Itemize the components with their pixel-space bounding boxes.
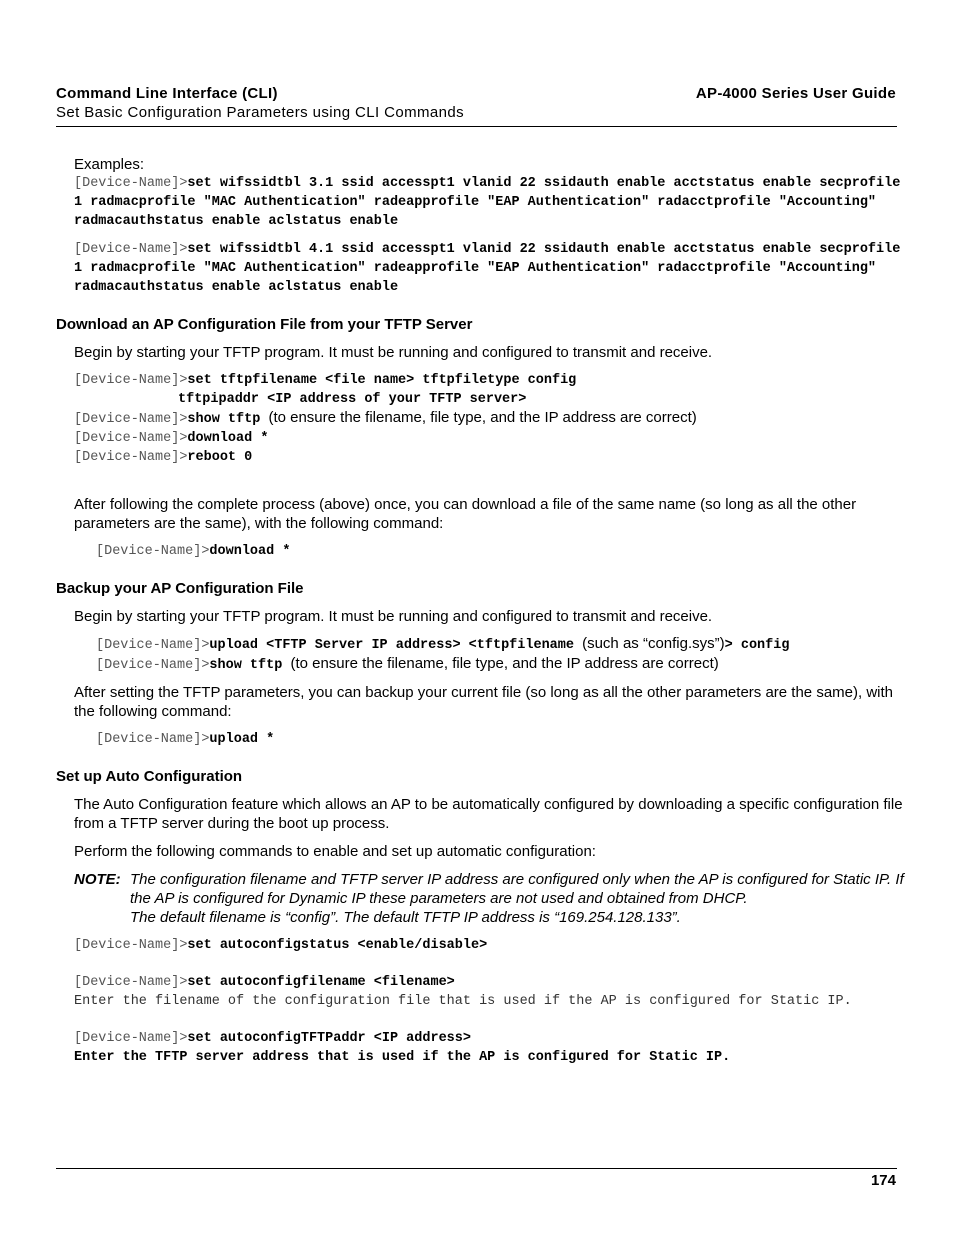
footer-divider <box>56 1168 897 1169</box>
auto-cmd-2 <box>74 973 906 992</box>
prompt: [Device-Name]> <box>96 638 210 653</box>
backup-heading: Backup your AP Configuration File <box>56 580 304 597</box>
auto-cmd-1-text: set autoconfigstatus <enable/disable> <box>187 938 488 953</box>
backup-after: After setting the TFTP parameters, you can backup your current file (so long as all the other parameters are the same), with the following command: <box>74 684 894 720</box>
prompt: [Device-Name]> <box>74 431 188 446</box>
auto-p2: Perform the following commands to enable and set up automatic configuration: <box>74 843 596 860</box>
download-cmd-2-note: (to ensure the filename, file type, and the IP address are correct) <box>268 409 697 426</box>
page-body <box>56 155 909 1067</box>
download-after: After following the complete process (above) once, you can download a file of the same name (so long as all the other parameters are the same), with the following command: <box>74 496 857 532</box>
backup-cmd-1a: upload <TFTP Server IP address> <tftpfilename <box>209 638 574 653</box>
page-number: 174 <box>870 1172 896 1189</box>
download-heading: Download an AP Configuration File from your TFTP Server <box>56 316 473 333</box>
header-divider <box>56 126 897 127</box>
backup-cmd-1b: > config <box>724 638 790 653</box>
download-cmd-2-text: show tftp <box>187 412 261 427</box>
download-cmd-1-cont <box>178 390 906 409</box>
backup-cmd-2 <box>96 655 906 675</box>
auto-cmd-3 <box>74 1029 906 1048</box>
download-cmd-5-text: download * <box>209 544 291 559</box>
prompt: [Device-Name]> <box>74 242 188 257</box>
auto-note <box>74 870 906 927</box>
backup-intro: Begin by starting your TFTP program. It must be running and configured to transmit and receive. <box>74 608 713 625</box>
auto-cmd-2-desc: Enter the filename of the configuration file that is used if the AP is configured for Static IP. <box>74 994 852 1009</box>
download-cmd-4-text: reboot 0 <box>187 450 253 465</box>
prompt: [Device-Name]> <box>74 975 188 990</box>
auto-cmd-3-text: set autoconfigTFTPaddr <IP address> <box>187 1031 471 1046</box>
download-cmd-1a: set tftpfilename <file name> tftpfiletype config <box>187 373 577 388</box>
download-cmd-3 <box>74 429 906 448</box>
note-text-2: The default filename is “config”. The default TFTP IP address is “169.254.128.133”. <box>130 909 681 926</box>
prompt: [Device-Name]> <box>96 658 210 673</box>
backup-cmd-1-note: (such as “config.sys”) <box>582 635 725 652</box>
note-label: NOTE: <box>74 871 121 888</box>
example-1-command: set wifssidtbl 3.1 ssid accesspt1 vlanid 22 ssidauth enable acctstatus enable secprofile 1 radmacprofile "MAC Authentication" radeapprofile "EAP Authentication" radacctprofile "Accounting" radmacauthstatus enable aclstatus enable <box>74 176 909 229</box>
download-intro: Begin by starting your TFTP program. It must be running and configured to transmit and receive. <box>74 344 713 361</box>
download-cmd-2 <box>74 409 906 429</box>
prompt: [Device-Name]> <box>74 1031 188 1046</box>
guide-title: AP-4000 Series User Guide <box>695 85 896 102</box>
auto-p1: The Auto Configuration feature which allows an AP to be automatically configured by downloading a specific configuration file from a TFTP server during the boot up process. <box>74 796 903 832</box>
prompt: [Device-Name]> <box>74 938 188 953</box>
example-2 <box>74 240 909 297</box>
backup-cmd-2-note: (to ensure the filename, file type, and the IP address are correct) <box>290 655 719 672</box>
note-text-1: The configuration filename and TFTP server IP address are configured only when the AP is configured for Static IP. If the AP is configured for Dynamic IP these parameters are not used and obtained from DHCP. <box>130 871 904 907</box>
backup-cmd-3 <box>96 730 906 749</box>
download-cmd-4 <box>74 448 906 467</box>
prompt: [Device-Name]> <box>74 373 188 388</box>
prompt: [Device-Name]> <box>96 732 210 747</box>
download-cmd-1b: tftpipaddr <IP address of your TFTP server> <box>178 392 527 407</box>
backup-cmd-2-text: show tftp <box>209 658 283 673</box>
example-1 <box>74 174 909 231</box>
example-2-command: set wifssidtbl 4.1 ssid accesspt1 vlanid 22 ssidauth enable acctstatus enable secprofile 1 radmacprofile "MAC Authentication" radeapprofile "EAP Authentication" radacctprofile "Accounting" radmacauthstatus enable aclstatus enable <box>74 242 909 295</box>
prompt: [Device-Name]> <box>74 450 188 465</box>
download-cmd-5 <box>96 542 906 561</box>
auto-heading: Set up Auto Configuration <box>56 768 243 785</box>
prompt: [Device-Name]> <box>74 176 188 191</box>
examples-label: Examples: <box>74 156 145 173</box>
section-title: Set Basic Configuration Parameters using CLI Commands <box>56 104 465 121</box>
download-cmd-1 <box>74 371 906 390</box>
prompt: [Device-Name]> <box>74 412 188 427</box>
auto-cmd-3-desc: Enter the TFTP server address that is used if the AP is configured for Static IP. <box>74 1050 731 1065</box>
backup-cmd-3-text: upload * <box>209 732 275 747</box>
chapter-title: Command Line Interface (CLI) <box>56 85 278 102</box>
auto-cmd-1 <box>74 936 906 955</box>
auto-cmd-2-text: set autoconfigfilename <filename> <box>187 975 455 990</box>
download-cmd-3-text: download * <box>187 431 269 446</box>
backup-cmd-1 <box>96 635 906 655</box>
prompt: [Device-Name]> <box>96 544 210 559</box>
